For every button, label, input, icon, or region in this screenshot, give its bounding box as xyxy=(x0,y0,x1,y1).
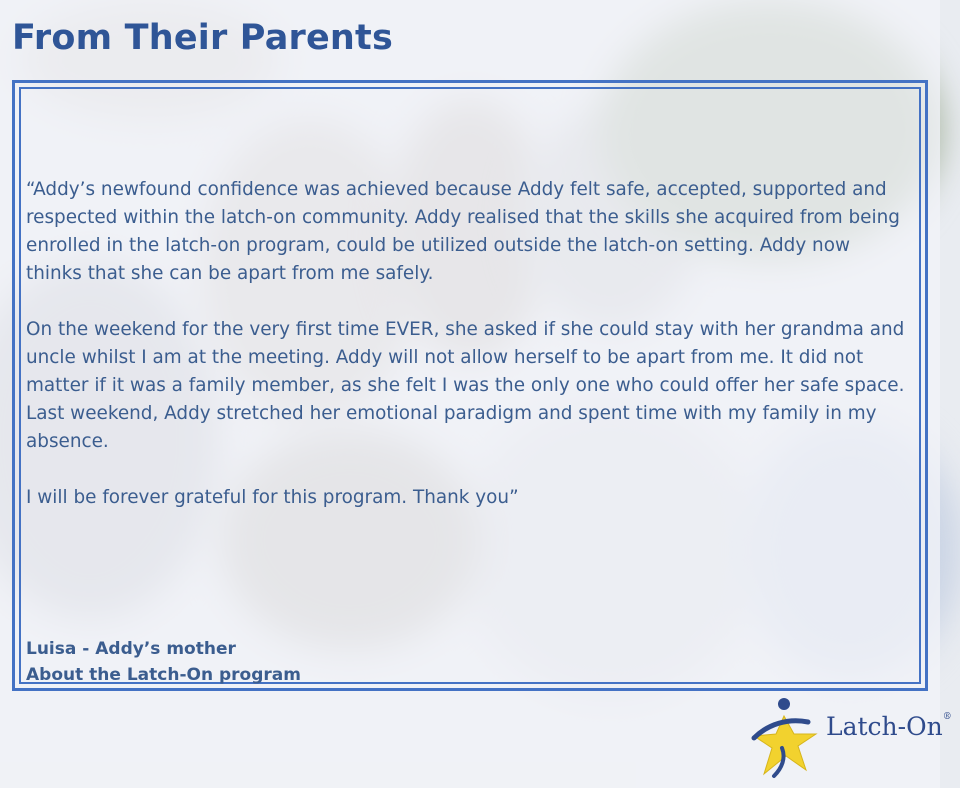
quote-paragraph: I will be forever grateful for this program. Thank you” xyxy=(26,487,519,508)
quote-paragraph: On the weekend for the very first time EVER, she asked if she could stay with her grandma and uncle whilst I am at the meeting. Addy will not allow herself to be apart from me. It did not matter if it was a family member, as she felt I was the only one who could offer her safe space. Last weekend, Addy stretched her emotional paradigm and spent time with my family in my absence. xyxy=(26,319,905,452)
logo-wordmark: Latch-On® xyxy=(826,712,952,741)
testimonial-signature xyxy=(26,636,301,688)
latch-on-logo xyxy=(748,694,952,784)
author-name: Luisa - Addy’s mother xyxy=(26,639,236,659)
quote-paragraph: “Addy’s newfound confidence was achieved because Addy felt safe, accepted, supported and respected within the latch-on community. Addy realised that the skills she acquired from being enrolled in the latch-on program, could be utilized outside the latch-on setting. Addy now thinks that she can be apart from me safely. xyxy=(26,179,900,284)
page-title: From Their Parents xyxy=(12,18,394,58)
star-figure-icon xyxy=(748,694,828,784)
testimonial-quote xyxy=(26,176,910,540)
testimonial-subject: About the Latch-On program xyxy=(26,665,301,685)
